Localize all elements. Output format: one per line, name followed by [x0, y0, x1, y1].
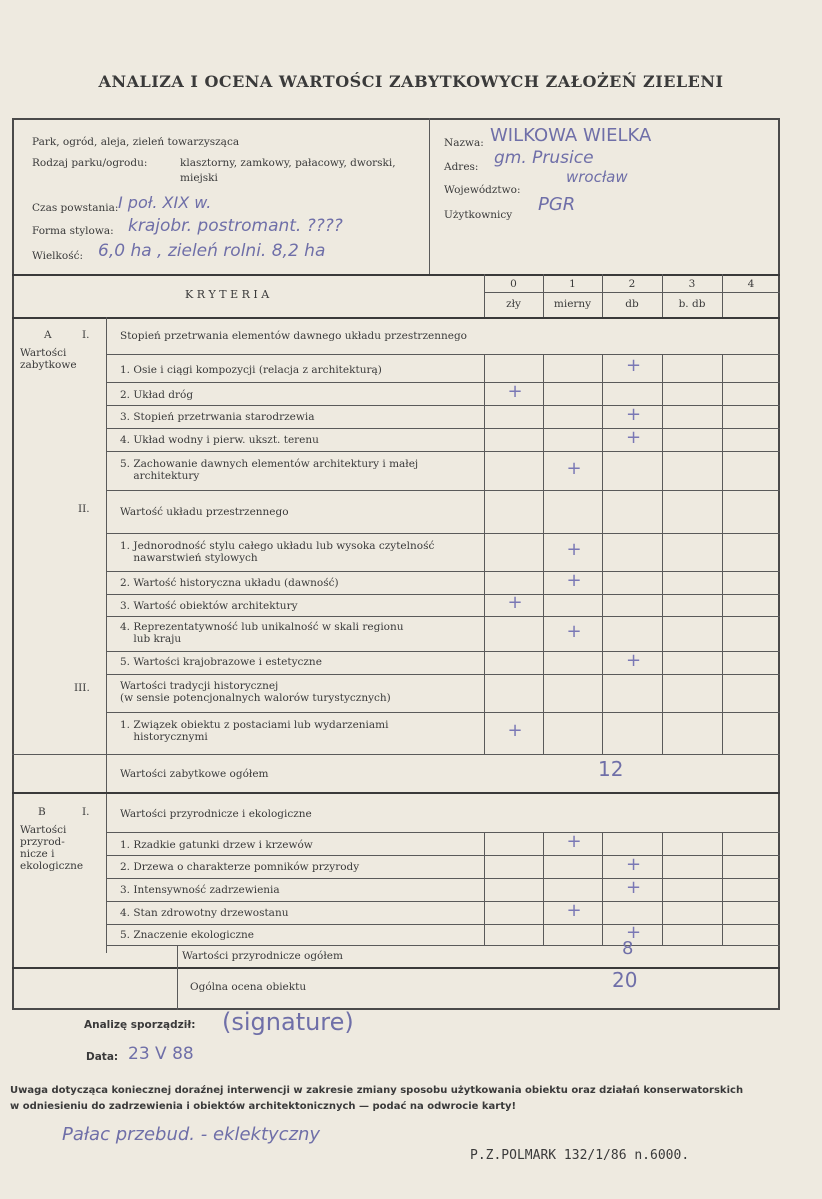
score-mark: + — [566, 569, 582, 591]
score-mark: + — [626, 649, 642, 671]
score-mark: + — [507, 592, 523, 613]
handwritten-note: Pałac przebud. - eklektyczny — [62, 1124, 321, 1145]
score-mark: + — [626, 355, 642, 376]
score-mark: + — [626, 876, 642, 898]
item-a-ii-4: 4. Reprezentatywność lub unikalność w skali regionu lub kraju — [120, 621, 404, 645]
section-a-group-label: Wartości zabytkowe — [20, 347, 77, 371]
score-mark: + — [626, 426, 642, 448]
total-a-label: Wartości zabytkowe ogółem — [120, 768, 269, 780]
section-a-numeral: I. — [82, 329, 90, 341]
users-value: PGR — [538, 194, 576, 215]
section-a-numeral-ii: II. — [78, 503, 90, 515]
criteria-header-rule — [12, 317, 780, 319]
header-rule — [12, 274, 780, 276]
form-title: ANALIZA I OCENA WARTOŚCI ZABYTKOWYCH ZAŁOŻEŃ ZIELENI — [98, 72, 724, 91]
date-value: 23 V 88 — [128, 1044, 194, 1064]
kind-options-2: miejski — [180, 172, 218, 184]
item-b-i-2: 2. Drzewa o charakterze pomników przyrody — [120, 861, 360, 873]
score-mark: + — [626, 853, 642, 875]
overall-value: 20 — [612, 968, 638, 992]
score-mark: + — [626, 403, 642, 425]
heading-a-iii: Wartości tradycji historycznej (w sensie potencjonalnych walorów turystycznych) — [120, 680, 391, 704]
author-signature: (signature) — [222, 1008, 354, 1036]
score-2: 2 — [628, 278, 636, 290]
author-label: Analizę sporządził: — [84, 1019, 196, 1031]
score-mark: + — [507, 720, 523, 741]
created-value: I poł. XIX w. — [118, 193, 212, 212]
total-b-value: 8 — [622, 938, 634, 959]
score-name-1: mierny — [553, 298, 592, 310]
score-0: 0 — [510, 278, 517, 290]
type-label: Park, ogród, aleja, zieleń towarzysząca — [32, 136, 240, 148]
item-a-i-5: 5. Zachowanie dawnych elementów architektury i małej architektury — [120, 458, 419, 482]
total-b-label: Wartości przyrodnicze ogółem — [182, 950, 343, 962]
overall-label: Ogólna ocena obiektu — [190, 981, 307, 993]
item-a-i-4: 4. Układ wodny i pierw. ukszt. terenu — [120, 434, 319, 446]
item-a-ii-2: 2. Wartość historyczna układu (dawność) — [120, 577, 339, 589]
score-mark: + — [566, 457, 582, 479]
print-code: P.Z.POLMARK 132/1/86 n.6000. — [470, 1148, 690, 1163]
section-b-letter: B — [38, 806, 46, 818]
item-a-iii-1: 1. Związek obiektu z postaciami lub wydarzeniami historycznymi — [120, 719, 389, 743]
score-header-rule — [484, 292, 780, 293]
intervention-note: Uwaga dotycząca koniecznej doraźnej interwencji w zakresie zmiany sposobu użytkowania obiektu oraz działań konserwatorskich w odniesieniu do zadrzewienia i obiektów architektonicznych — podać na odwrocie karty! — [10, 1085, 744, 1112]
item-b-i-3: 3. Intensywność zadrzewienia — [120, 884, 280, 896]
created-label: Czas powstania: — [32, 202, 119, 214]
kind-options: klasztorny, zamkowy, pałacowy, dworski, — [180, 157, 396, 169]
score-mark: + — [566, 830, 582, 852]
heading-b-i: Wartości przyrodnicze i ekologiczne — [120, 808, 312, 820]
score-mark: + — [626, 921, 642, 943]
section-b-numeral: I. — [82, 806, 90, 818]
style-value: krajobr. postromant. ???? — [128, 216, 343, 236]
item-b-i-5: 5. Znaczenie ekologiczne — [120, 929, 255, 941]
header-divider — [429, 118, 430, 274]
score-3: 3 — [688, 278, 696, 290]
section-a-numeral-iii: III. — [74, 682, 90, 694]
score-mark: + — [566, 620, 582, 642]
criteria-label: K R Y T E R I A — [185, 288, 270, 301]
item-a-i-2: 2. Układ dróg — [120, 389, 194, 401]
score-name-2: db — [625, 298, 639, 310]
score-name-0: zły — [506, 298, 521, 310]
item-b-i-1: 1. Rzadkie gatunki drzew i krzewów — [120, 839, 313, 851]
item-a-ii-5: 5. Wartości krajobrazowe i estetyczne — [120, 656, 322, 668]
total-a-value: 12 — [598, 757, 624, 781]
size-value: 6,0 ha , zieleń rolni. 8,2 ha — [98, 241, 326, 261]
score-mark: + — [566, 539, 582, 560]
item-b-i-4: 4. Stan zdrowotny drzewostanu — [120, 907, 289, 919]
section-a-letter: A — [44, 329, 52, 341]
item-a-ii-1: 1. Jednorodność stylu całego układu lub wysoka czytelność nawarstwień stylowych — [120, 540, 435, 564]
score-mark: + — [566, 899, 582, 921]
size-label: Wielkość: — [32, 250, 84, 262]
address-label: Adres: — [444, 161, 479, 173]
item-a-i-3: 3. Stopień przetrwania starodrzewia — [120, 411, 315, 423]
date-label: Data: — [86, 1051, 119, 1063]
heading-a-i: Stopień przetrwania elementów dawnego układu przestrzennego — [120, 330, 467, 342]
score-1: 1 — [569, 278, 576, 290]
group-divider — [106, 317, 107, 953]
name-label: Nazwa: — [444, 137, 484, 149]
section-b-group-label: Wartości przyrod- nicze i ekologiczne — [20, 824, 84, 872]
style-label: Forma stylowa: — [32, 225, 114, 237]
users-label: Użytkownicy — [444, 209, 513, 221]
voivodeship-value: wrocław — [566, 168, 628, 186]
kind-label: Rodzaj parku/ogrodu: — [32, 157, 148, 169]
voivodeship-label: Województwo: — [444, 184, 521, 196]
heading-a-ii: Wartość układu przestrzennego — [120, 506, 289, 518]
item-a-ii-3: 3. Wartość obiektów architektury — [120, 600, 298, 612]
item-a-i-1: 1. Osie i ciągi kompozycji (relacja z architekturą) — [120, 364, 382, 376]
address-value: gm. Prusice — [494, 148, 594, 168]
score-mark: + — [507, 380, 523, 402]
score-4: 4 — [747, 278, 755, 290]
score-name-3: b. db — [678, 298, 706, 310]
name-value: WILKOWA WIELKA — [490, 125, 652, 146]
